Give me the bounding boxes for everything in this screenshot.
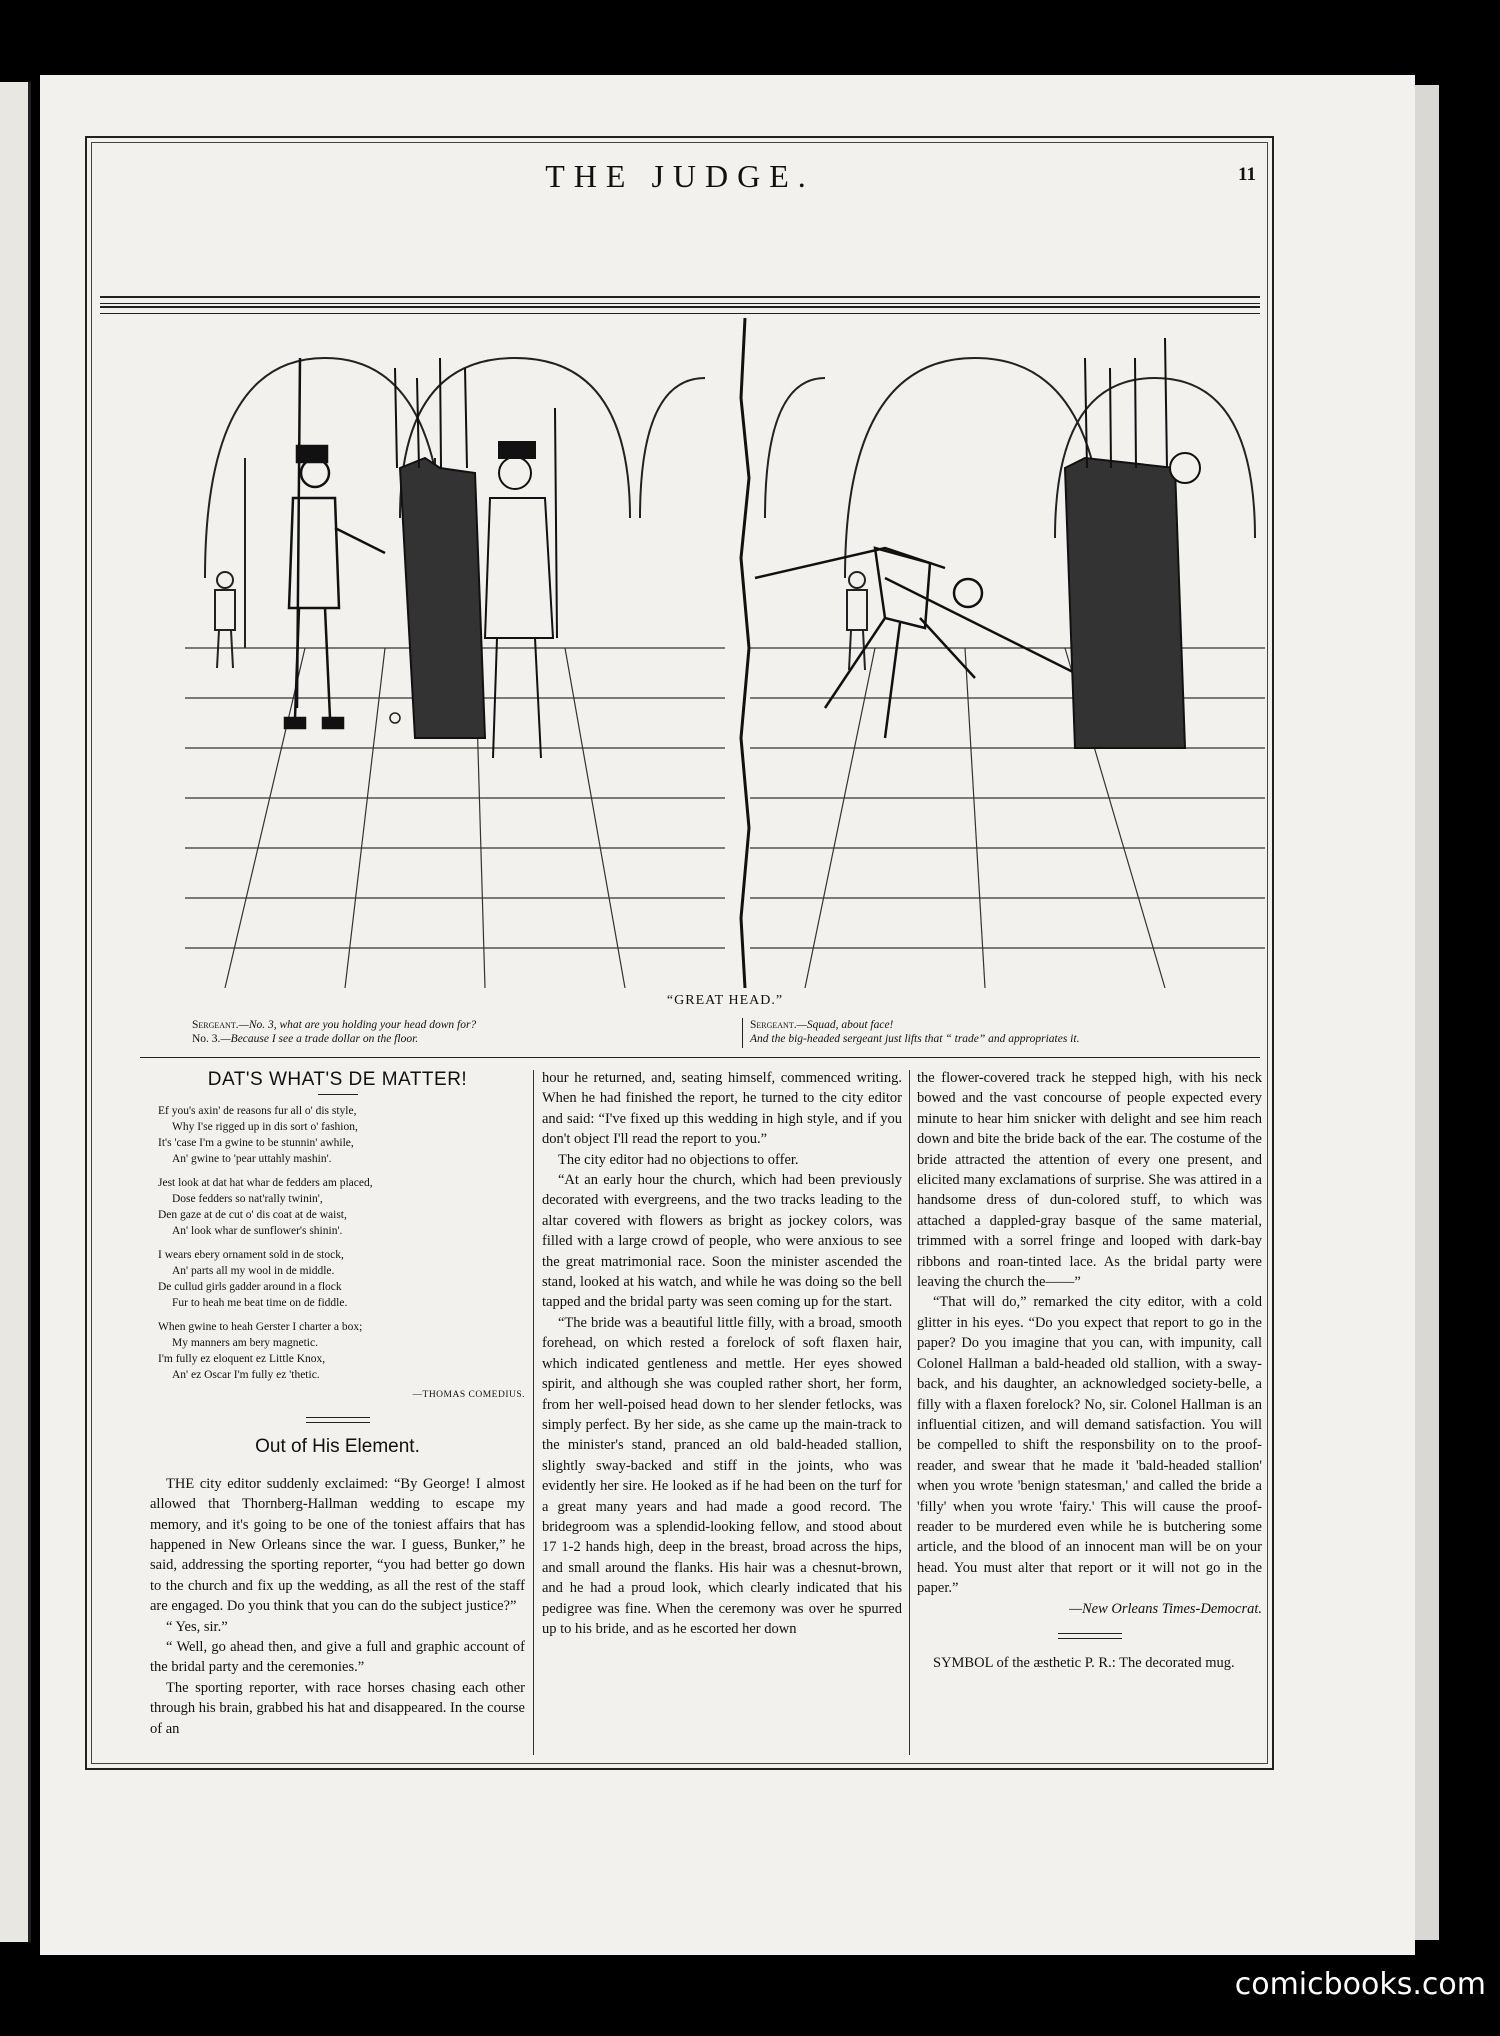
poem-stanza xyxy=(150,1247,525,1311)
story-paragraph: “ Well, go ahead then, and give a full and graphic account of the bridal party and the ceremonies.” xyxy=(150,1639,525,1676)
masthead-rule-top xyxy=(100,296,1260,304)
poem-line: Fur to heah me beat time on de fiddle. xyxy=(172,1297,348,1310)
story-paragraph: the flower-covered track he stepped high, with his neck bowed and the vast concourse of people expected every minute to hear him snicker with delight and see him reach down and bite the bride back of the ear. The costume of the bride attracted the attention of every one present, and elicited many exclamations of surprise. She was attired in a handsome dress of dun-colored stuff, to which was attached a dappled-gray basque of the same material, trimmed with a sorrel fringe and looped with dark-bay ribbons and roan-tinted lace. As the bridal party were leaving the church the——” xyxy=(917,1070,1262,1291)
right-caption-speaker-1: Sergeant. xyxy=(750,1019,797,1031)
poem-line: Why I'se rigged up in dis sort o' fashion, xyxy=(172,1121,358,1134)
poem-line: I wears ebery ornament sold in de stock, xyxy=(158,1249,344,1262)
poem-line: Dose fedders so nat'rally twinin', xyxy=(172,1193,323,1206)
poem-line: De cullud girls gadder around in a flock xyxy=(158,1281,342,1294)
poem-title: DAT'S WHAT'S DE MATTER! xyxy=(207,1069,468,1090)
left-caption-line-2 xyxy=(192,1032,712,1046)
cartoon-left-caption xyxy=(192,1018,712,1046)
right-caption-line-1 xyxy=(750,1018,1270,1032)
column-1 xyxy=(150,1068,525,1739)
poem-line: An' parts all my wool in de middle. xyxy=(172,1265,335,1278)
left-caption-text-2: —Because I see a trade dollar on the floor. xyxy=(220,1033,419,1045)
poem-line: My manners am bery magnetic. xyxy=(172,1337,318,1350)
poem-title-rule xyxy=(318,1094,358,1095)
credit-bar xyxy=(1205,1955,1500,2036)
story-paragraph: hour he returned, and, seating himself, commenced writing. When he had finished the report, he turned to the city editor and said: “I've fixed up this wedding in high style, and if you don't object I'll read the report to you.” xyxy=(542,1070,902,1148)
caption-rule xyxy=(140,1057,1260,1058)
poem-line: I'm fully ez eloquent ez Little Knox, xyxy=(158,1353,326,1366)
story-paragraph: THE city editor suddenly exclaimed: “By George! I almost allowed that Thornberg-Hallman wedding to escape my memory, and it's going to be one of the toniest affairs that has happened in New Orleans since the war. I guess, Bunker,” he said, addressing the sporting reporter, “you had better go down to the church and fix up the wedding, as all the rest of the staff are engaged. Do you think that you can do the subject justice?” xyxy=(150,1475,525,1615)
story-paragraph: “At an early hour the church, which had been previously decorated with evergreens, and the two tracks leading to the altar covered with flowers as bright as jockey colors, was filled with a large crowd of people, who were anxious to see the great matrimonial race. Soon the minister ascended the stand, looked at his watch, and while he was doing so the bell tapped and the bridal party was seen coming up for the start. xyxy=(542,1172,902,1311)
poem-attribution: —THOMAS COMEDIUS. xyxy=(412,1390,525,1401)
left-caption-speaker-1: Sergeant. xyxy=(192,1019,239,1031)
poem-stanza xyxy=(150,1319,525,1383)
poem-line: When gwine to heah Gerster I charter a box; xyxy=(158,1321,363,1334)
cartoon-right-caption xyxy=(742,1018,1270,1048)
poem-stanza xyxy=(150,1175,525,1239)
poem-line: Jest look at dat hat whar de fedders am placed, xyxy=(158,1177,373,1190)
masthead-title: THE JUDGE. xyxy=(545,158,815,194)
right-caption-text-1: —Squad, about face! xyxy=(796,1019,894,1031)
column-2 xyxy=(542,1068,902,1639)
site-watermark: comicbooks.com xyxy=(1234,1967,1486,2002)
right-page-edge xyxy=(1415,85,1439,1940)
left-caption-text-1: —No. 3, what are you holding your head down for? xyxy=(238,1019,477,1031)
column-divider-1 xyxy=(533,1070,534,1755)
left-caption-speaker-2: No. 3. xyxy=(192,1033,221,1045)
poem xyxy=(150,1103,525,1403)
right-caption-line-2: And the big-headed sergeant just lifts that “ trade” and appropriates it. xyxy=(750,1033,1080,1045)
story-paragraph: “That will do,” remarked the city editor, with a cold glitter in his eyes. “Do you expect that report to go in the paper? Do you imagine that you can, with impunity, call Colonel Hallman a bald-headed old stallion, with a sway-back, and his daughter, an acknowledged society-belle, a filly with a flaxen forelock? No, sir. Colonel Hallman is an influential citizen, and will demand satisfaction. You will be compelled to shift the responsbility on to the proof-reader, and swear that he made it 'bald-headed stallion' when you wrote 'benign statesman,' and called the bride a 'filly' when you wrote 'fairy.' This will cause the proof-reader to be murdered even while he is butchering some article, and the blood of an innocent man will be on your head. You must alter that report or it will not go in the paper.” xyxy=(917,1294,1262,1597)
story-source: —New Orleans Times-Democrat. xyxy=(1069,1600,1262,1617)
poem-line: Den gaze at de cut o' dis coat at de waist, xyxy=(158,1209,347,1222)
poem-stanza xyxy=(150,1103,525,1167)
column-3 xyxy=(917,1068,1262,1673)
poem-line: An' gwine to 'pear uttahly mashin'. xyxy=(172,1153,332,1166)
left-caption-line-1 xyxy=(192,1018,712,1032)
story-paragraph: “The bride was a beautiful little filly, with a broad, smooth forehead, on which rested a forelock of soft flaxen hair, which indicated gentleness and mettle. Her eyes showed spirit, and although she was coupled rather short, her form, from her well-poised head down to her slender fetlocks, was simply perfect. By her side, as she came up the main-track to the minister's stand, pranced an old bald-headed stallion, slightly sway-backed and stiff in the joints, who was evidently her sire. He looked as if he had been on the turf for a great many years and had made a good record. The bridegroom was a splendid-looking fellow, and stood about 17 1-2 hands high, deep in the breast, broad across the hips, and small around the flanks. His hair was a chesnut-brown, and he had a proud look, which clearly indicated that his pedigree was fine. When the ceremony was over he spurred up to his bride, and as he escorted her down xyxy=(542,1314,902,1637)
cartoon-illustration xyxy=(185,318,1265,988)
masthead-rule-bottom xyxy=(100,306,1260,314)
story-paragraph: The sporting reporter, with race horses chasing each other through his brain, grabbed his hat and disappeared. In the course of an xyxy=(150,1679,525,1737)
story-title: Out of His Element. xyxy=(255,1436,420,1458)
filler-item: SYMBOL of the æsthetic P. R.: The decorated mug. xyxy=(933,1654,1235,1671)
section-rule xyxy=(306,1417,370,1423)
poem-line: Ef you's axin' de reasons fur all o' dis style, xyxy=(158,1105,357,1118)
story-paragraph: “ Yes, sir.” xyxy=(166,1618,228,1635)
cartoon-title: “GREAT HEAD.” xyxy=(666,993,784,1008)
poem-line: It's 'case I'm a gwine to be stunnin' awhile, xyxy=(158,1137,354,1150)
masthead xyxy=(100,158,1260,318)
story-paragraph: The city editor had no objections to offer. xyxy=(558,1151,799,1168)
page-number: 11 xyxy=(1238,164,1256,185)
column-divider-2 xyxy=(909,1070,910,1755)
poem-line: An' look whar de sunflower's shinin'. xyxy=(172,1225,343,1238)
poem-line: An' ez Oscar I'm fully ez 'thetic. xyxy=(172,1369,320,1382)
section-rule xyxy=(1058,1633,1122,1639)
left-page-edge xyxy=(0,82,31,1942)
